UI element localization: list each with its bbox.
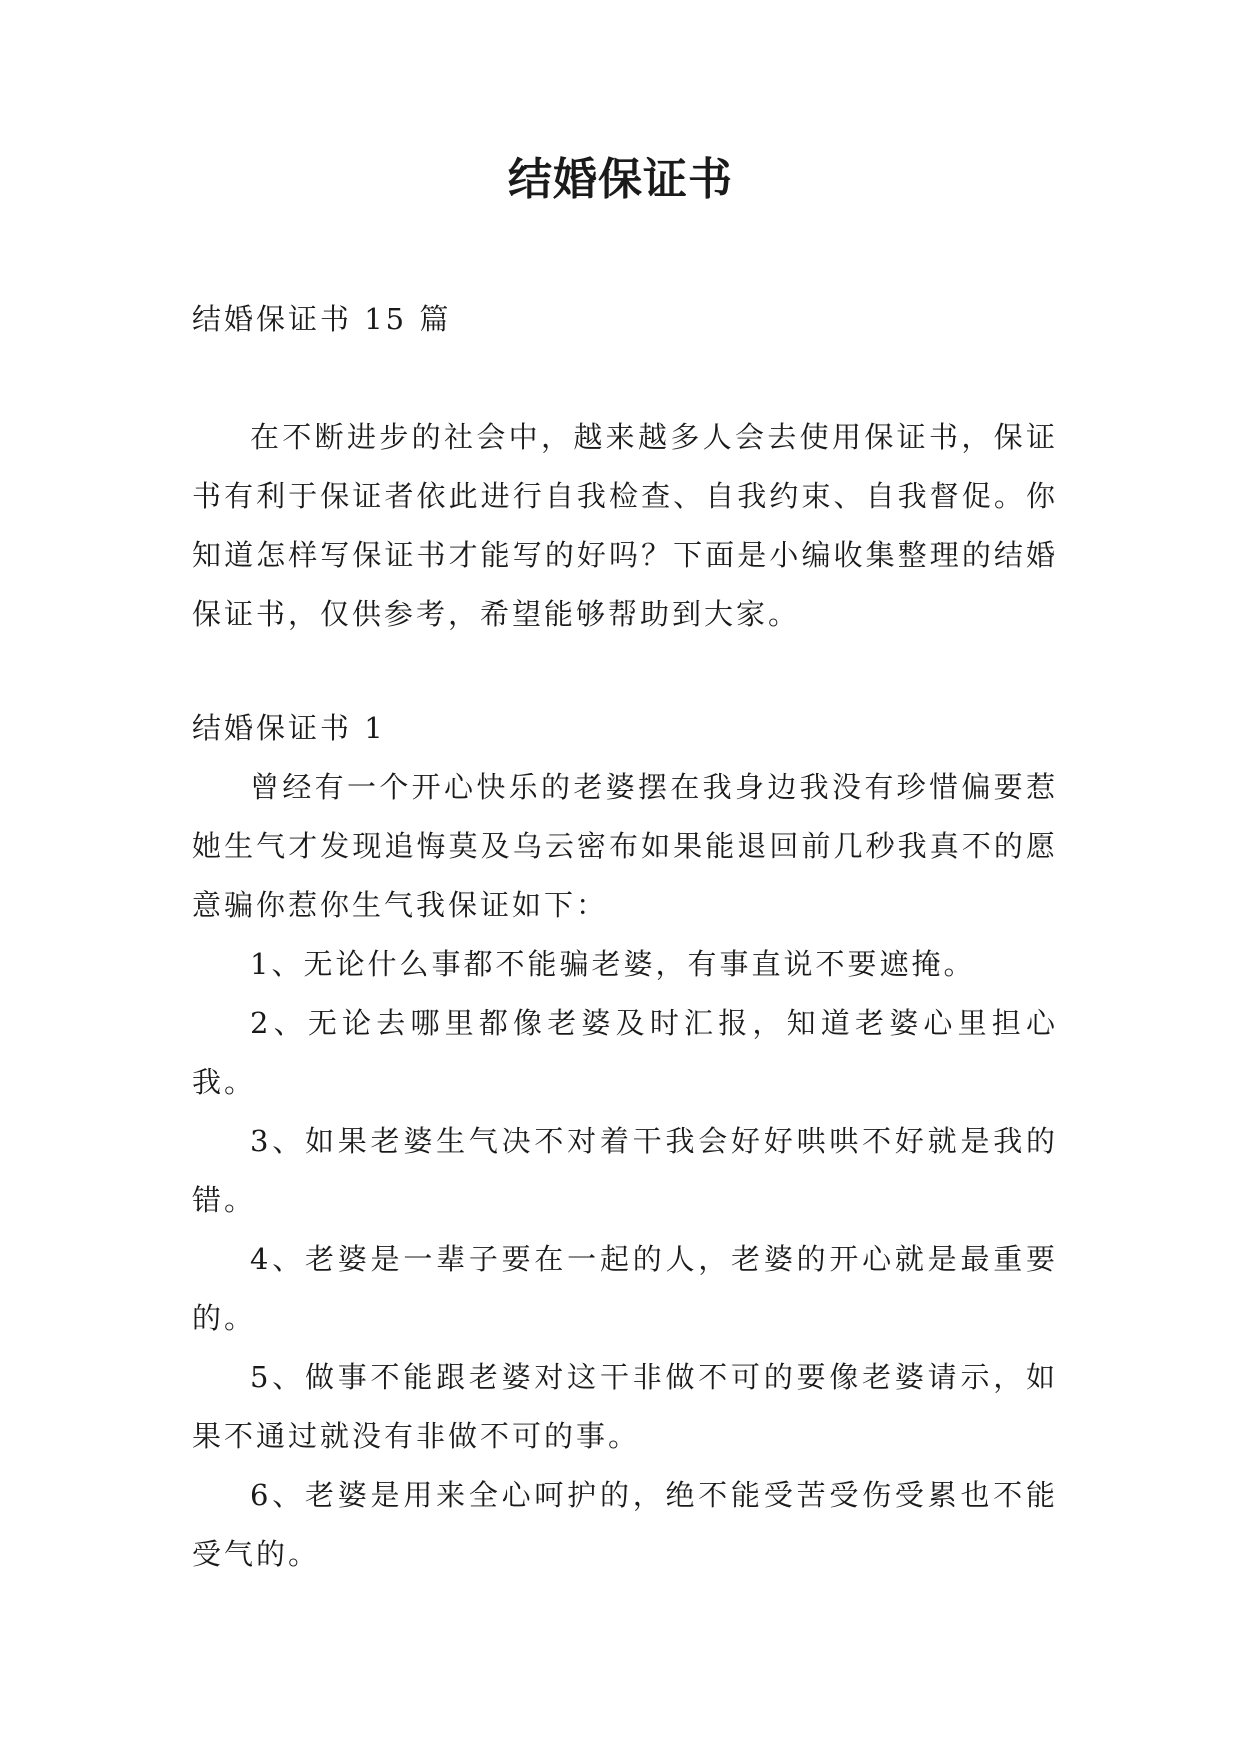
- section-1: [192, 699, 1058, 1584]
- pledge-item-1: 1、无论什么事都不能骗老婆，有事直说不要遮掩。: [250, 947, 976, 981]
- document-title: 结婚保证书: [508, 154, 733, 205]
- pledge-item-4: 4、老婆是一辈子要在一起的人，老婆的开心就是最重要的。: [192, 1242, 1058, 1335]
- document-subtitle: 结婚保证书 15 篇: [192, 302, 452, 336]
- pledge-list: [192, 935, 1058, 1584]
- pledge-item-2: 2、无论去哪里都像老婆及时汇报，知道老婆心里担心我。: [192, 1006, 1058, 1099]
- intro-paragraph: 在不断进步的社会中，越来越多人会去使用保证书，保证书有利于保证者依此进行自我检查、自我约束、自我督促。你知道怎样写保证书才能写的好吗？下面是小编收集整理的结婚保证书，仅供参考，希望能够帮助到大家。: [192, 420, 1058, 631]
- pledge-item-6: 6、老婆是用来全心呵护的，绝不能受苦受伤受累也不能受气的。: [192, 1478, 1058, 1571]
- pledge-item-3: 3、如果老婆生气决不对着干我会好好哄哄不好就是我的错。: [192, 1124, 1058, 1217]
- section-opening-paragraph: 曾经有一个开心快乐的老婆摆在我身边我没有珍惜偏要惹她生气才发现追悔莫及乌云密布如果能退回前几秒我真不的愿意骗你惹你生气我保证如下：: [192, 770, 1058, 922]
- pledge-item-5: 5、做事不能跟老婆对这干非做不可的要像老婆请示，如果不通过就没有非做不可的事。: [192, 1360, 1058, 1453]
- intro-section: [192, 408, 1058, 644]
- section-heading: 结婚保证书 1: [192, 711, 386, 745]
